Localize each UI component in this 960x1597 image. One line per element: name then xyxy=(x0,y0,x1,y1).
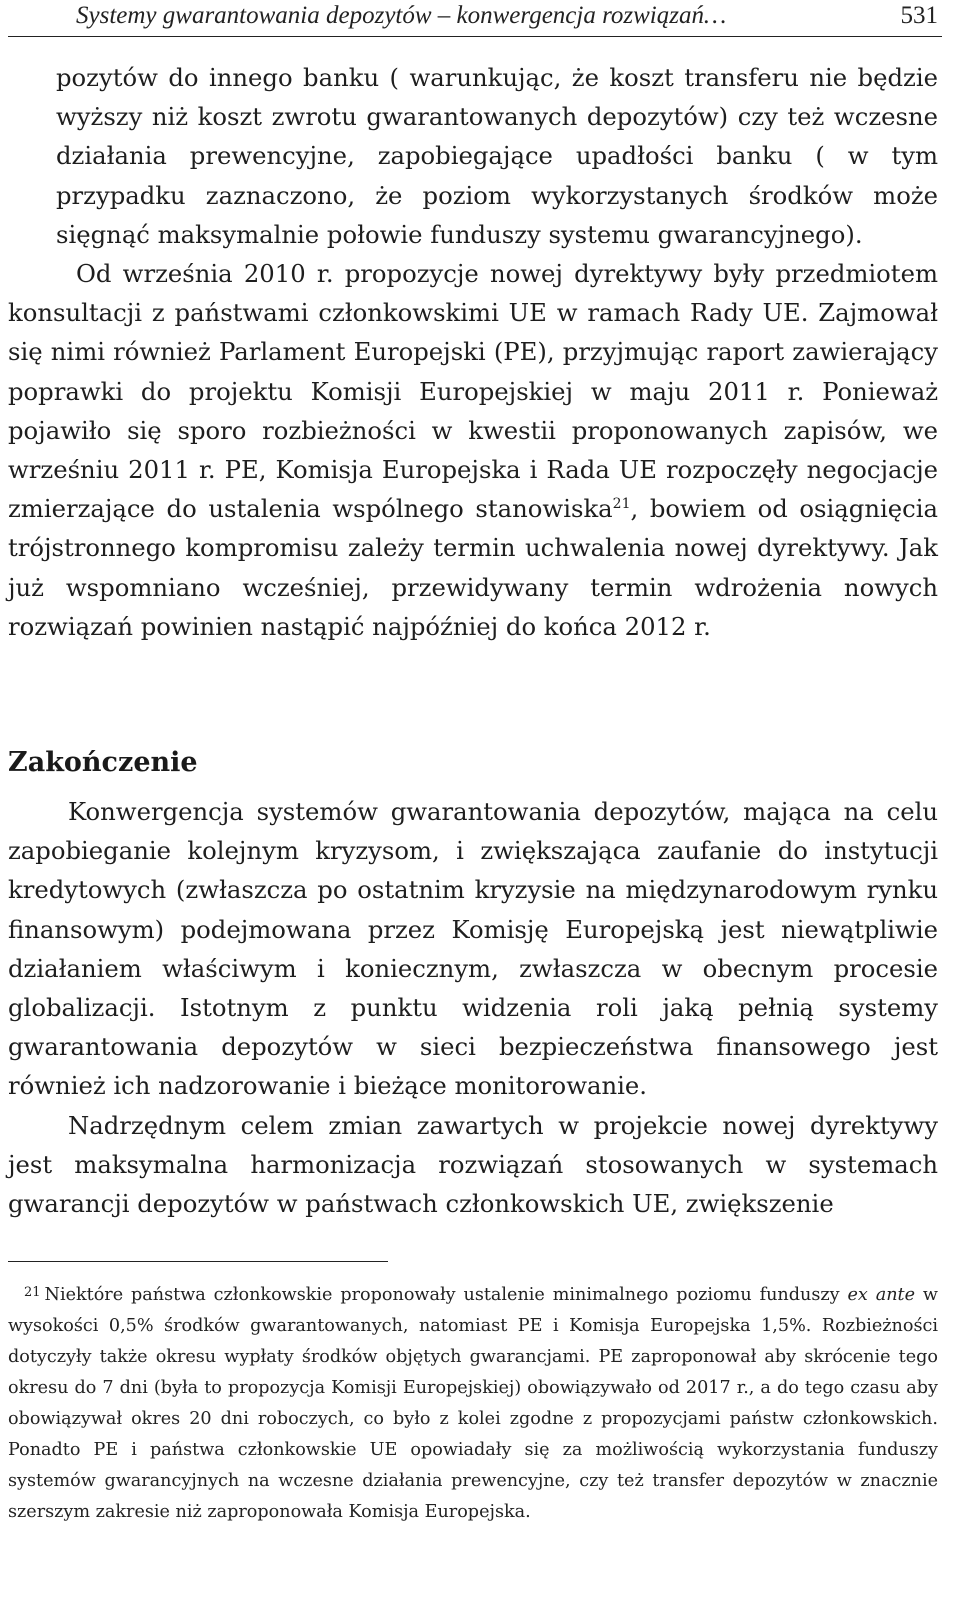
paragraph-consultations xyxy=(8,254,938,646)
footnote xyxy=(8,1277,938,1528)
paragraph-consultations-text-a: Od września 2010 r. propozycje nowej dyrektywy były przedmiotem konsultacji z państwami członkowskimi UE w ramach Rady UE. Zajmował się nimi również Parlament Europejski (PE), przyjmując raport zawierający poprawki do projektu Komisji Europejskiej w maju 2011 r. Ponieważ pojawiło się sporo rozbieżności w kwestii proponowanych zapisów, we wrześniu 2011 r. PE, Komisja Europejska i Rada UE rozpoczęły negocjacje zmierzające do ustalenia wspólnego stanowiska xyxy=(8,259,938,524)
section-heading: Zakończenie xyxy=(8,747,198,778)
footnote-reference[interactable]: 21 xyxy=(612,496,631,513)
footnote-separator xyxy=(8,1261,388,1262)
conclusion-paragraph-2: Nadrzędnym celem zmian zawartych w projekcie nowej dyrektywy jest maksymalna harmonizacja rozwiązań stosowanych w systemach gwarancji depozytów w państwach członkowskich UE, zwiększenie xyxy=(8,1110,938,1219)
footnote-number: 21 xyxy=(24,1285,41,1300)
conclusion-paragraph-1: Konwergencja systemów gwarantowania depozytów, mająca na celu zapobieganie kolejnym kryzysom, i zwiększająca zaufanie do instytucji kredytowych (zwłaszcza po ostatnim kryzysie na międzynarodowym rynku finansowym) podejmowana przez Komisję Europejską jest niewątpliwie działaniem właściwym i koniecznym, zwłaszcza w obecnym procesie globalizacji. Istotnym z punktu widzenia roli jaką pełnią systemy gwarantowania depozytów w sieci bezpieczeństwa finansowego jest również ich nadzorowanie i bieżące monitorowanie. xyxy=(8,797,938,1101)
running-header xyxy=(8,0,942,37)
paragraph-consultations-text-b: , bowiem od osiągnięcia trójstronnego kompromisu zależy termin uchwalenia nowej dyrektywy. Jak już wspomniano wcześniej, przewidywany termin wdrożenia nowych rozwiązań powinien nastąpić najpóźniej do końca 2012 r. xyxy=(8,494,938,641)
body-text-top xyxy=(8,58,938,646)
page-number: 531 xyxy=(900,2,938,29)
running-title: Systemy gwarantowania depozytów – konwergencja rozwiązań… xyxy=(76,2,727,29)
paragraph-continued xyxy=(8,58,938,254)
footnote-text-b: w wysokości 0,5% środków gwarantowanych, natomiast PE i Komisja Europejska 1,5%. Rozbieżności dotyczyły także okresu wypłaty środków objętych gwarancjami. PE zaproponował aby skrócenie tego okresu do 7 dni (była to propozycja Komisji Europejskiej) obowiązywało od 2017 r., a do tego czasu aby obowiązywał okres 20 dni roboczych, co było z kolei zgodne z propozycjami państw członkowskich. Ponadto PE i państwa członkowskie UE opowiadały się za możliwością wykorzystania funduszy systemów gwarancyjnych na wczesne działania prewencyjne, czy też transfer depozytów w znacznie szerszym zakresie niż zaproponowała Komisja Europejska. xyxy=(8,1285,938,1522)
paragraph-continued-text: pozytów do innego banku ( warunkując, że koszt transferu nie będzie wyższy niż koszt zwrotu gwarantowanych depozytów) czy też wczesne działania prewencyjne, zapobiegające upadłości banku ( w tym przypadku zaznaczono, że poziom wykorzystanych środków może sięgnąć maksymalnie połowie funduszy systemu gwarancyjnego). xyxy=(56,63,938,249)
footnote-text-italic: ex ante xyxy=(847,1285,916,1305)
footnote-text-a: Niektóre państwa członkowskie proponowały ustalenie minimalnego poziomu funduszy xyxy=(44,1285,848,1305)
body-text-conclusion xyxy=(8,792,938,1223)
